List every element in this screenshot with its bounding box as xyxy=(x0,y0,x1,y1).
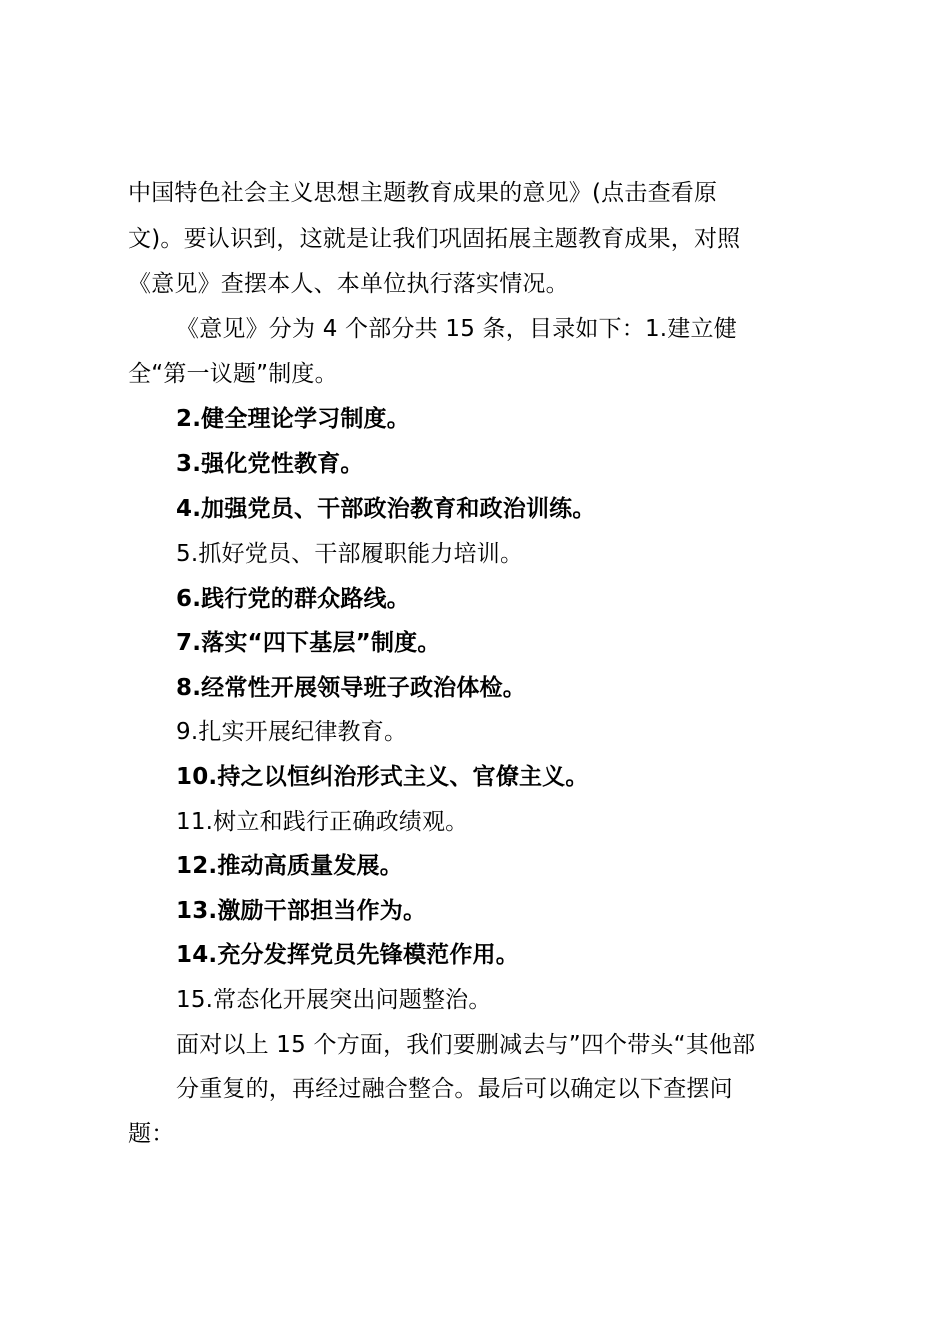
list-item: 4.加强党员、干部政治教育和政治训练。 xyxy=(176,496,596,522)
list-item: 9.扎实开展纪律教育。 xyxy=(176,719,408,745)
list-item: 5.抓好党员、干部履职能力培训。 xyxy=(176,541,524,567)
list-item: 10.持之以恒纠治形式主义、官僚主义。 xyxy=(176,764,589,790)
intro-line-2: 文)。要认识到，这就是让我们巩固拓展主题教育成果，对照 xyxy=(128,226,741,252)
list-item: 15.常态化开展突出问题整治。 xyxy=(176,987,492,1013)
intro-line-1: 中国特色社会主义思想主题教育成果的意见》(点击查看原 xyxy=(128,180,718,206)
intro-line-3: 《意见》查摆本人、本单位执行落实情况。 xyxy=(128,271,569,297)
list-item: 11.树立和践行正确政绩观。 xyxy=(176,809,469,835)
closing-line-2: 分重复的，再经过融合整合。最后可以确定以下查摆问 xyxy=(176,1076,733,1102)
list-item: 14.充分发挥党员先锋模范作用。 xyxy=(176,942,519,968)
list-item: 13.激励干部担当作为。 xyxy=(176,898,427,924)
summary-line-1: 《意见》分为 4 个部分共 15 条，目录如下：1.建立健 xyxy=(176,316,737,342)
closing-line-1: 面对以上 15 个方面，我们要删减去与”四个带头“其他部 xyxy=(176,1032,756,1058)
list-item: 3.强化党性教育。 xyxy=(176,451,364,477)
list-item: 2.健全理论学习制度。 xyxy=(176,406,410,432)
list-item: 8.经常性开展领导班子政治体检。 xyxy=(176,675,526,701)
list-item: 12.推动高质量发展。 xyxy=(176,853,403,879)
list-item: 7.落实“四下基层”制度。 xyxy=(176,630,441,656)
summary-line-2: 全“第一议题”制度。 xyxy=(128,361,338,387)
list-item: 6.践行党的群众路线。 xyxy=(176,586,410,612)
closing-line-3: 题： xyxy=(128,1121,175,1147)
